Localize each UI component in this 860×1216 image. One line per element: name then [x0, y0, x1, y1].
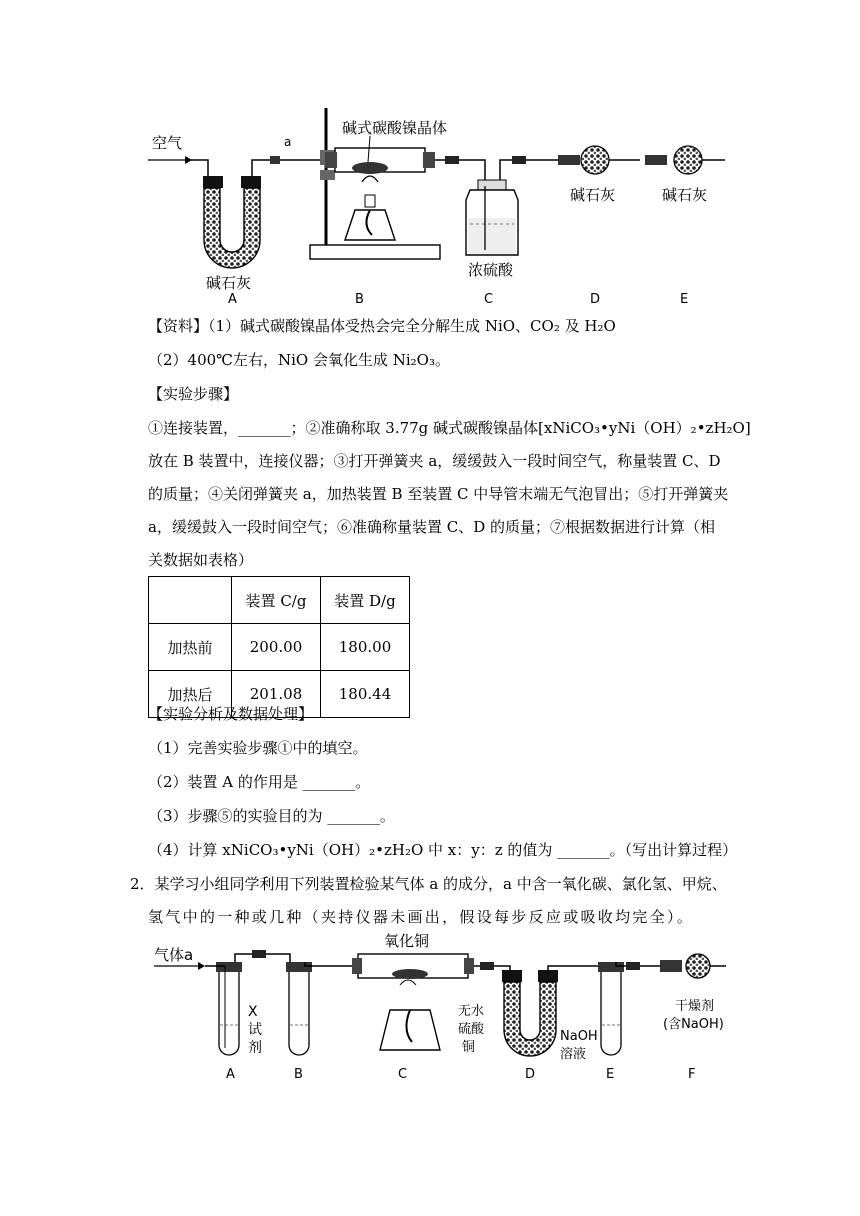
question-2: （2）装置 A 的作用是 _______。	[148, 773, 371, 791]
problem-2-line-1: 2．某学习小组同学利用下列装置检验某气体 a 的成分，a 中含一氧化碳、氯化氢、甲烷、	[130, 875, 727, 893]
svg-text:A: A	[226, 1067, 235, 1082]
svg-text:B: B	[294, 1067, 303, 1082]
svg-text:溶液: 溶液	[560, 1047, 587, 1062]
table-cell: 装置 C/g	[232, 577, 321, 624]
question-4: （4）计算 xNiCO₃•yNi（OH）₂•zH₂O 中 x：y：z 的值为 _______。（写出计算过程）	[148, 841, 738, 859]
drying-tube-e	[674, 146, 725, 174]
table-cell: 装置 D/g	[321, 577, 410, 624]
cuo-tube-c	[352, 954, 474, 1050]
u-tube-a	[203, 176, 261, 268]
table-cell: 201.08	[232, 671, 321, 718]
label-e: E	[680, 292, 689, 307]
problem-2-line-2: 氢气中的一种或几种（夹持仪器未画出，假设每步反应或吸收均完全）。	[148, 908, 695, 926]
sodalime-a-label: 碱石灰	[206, 274, 252, 292]
clip-a-label: a	[284, 135, 292, 149]
analysis-heading: 【实验分析及数据处理】	[148, 705, 314, 723]
u-tube-d	[502, 970, 558, 1056]
question-1: （1）完善实验步骤①中的填空。	[148, 739, 368, 757]
info-line-1: 【资料】（1）碱式碳酸镍晶体受热会完全分解生成 NiO、CO₂ 及 H₂O	[148, 317, 616, 335]
question-3: （3）步骤⑤的实验目的为 _______。	[148, 807, 395, 825]
test-tube-b	[286, 962, 312, 1055]
combustion-tube-b	[325, 148, 435, 174]
svg-text:X: X	[248, 1004, 258, 1020]
svg-text:F: F	[688, 1067, 696, 1082]
table-cell: 加热后	[149, 671, 232, 718]
data-table	[148, 576, 410, 718]
svg-text:NaOH: NaOH	[560, 1029, 598, 1044]
steps-line-5: 关数据如表格）	[148, 551, 254, 569]
wash-bottle-c	[466, 180, 518, 255]
svg-text:D: D	[525, 1067, 536, 1082]
svg-text:(含NaOH): (含NaOH)	[663, 1017, 724, 1032]
table-cell: 200.00	[232, 624, 321, 671]
alcohol-lamp-b	[345, 176, 395, 240]
test-tube-a	[216, 962, 242, 1055]
apparatus-figure-1	[140, 100, 740, 310]
table-cell	[149, 577, 232, 624]
steps-line-2: 放在 B 装置中，连接仪器；③打开弹簧夹 a，缓缓鼓入一段时间空气，称量装置 C、D	[148, 452, 721, 470]
label-d: D	[590, 292, 601, 307]
steps-line-3: 的质量；④关闭弹簧夹 a，加热装置 B 至装置 C 中导管末端无气泡冒出；⑤打开弹簧夹	[148, 485, 729, 503]
drying-tube-f	[660, 954, 726, 978]
sodalime-d-label: 碱石灰	[570, 186, 616, 204]
svg-text:E: E	[606, 1067, 615, 1082]
air-label: 空气	[152, 134, 183, 152]
test-tube-e	[598, 962, 624, 1055]
table-cell: 180.44	[321, 671, 410, 718]
sodalime-e-label: 碱石灰	[662, 186, 708, 204]
crystal-label: 碱式碳酸镍晶体	[342, 119, 448, 137]
table-cell: 加热前	[149, 624, 232, 671]
table-header-row	[149, 577, 410, 624]
svg-text:无水: 无水	[458, 1004, 485, 1019]
table-cell: 180.00	[321, 624, 410, 671]
label-a: A	[228, 292, 237, 307]
steps-line-4: a，缓缓鼓入一段时间空气；⑥准确称量装置 C、D 的质量；⑦根据数据进行计算（相	[148, 518, 715, 536]
drying-tube-d	[558, 146, 667, 174]
gas-a-label: 气体a	[154, 946, 194, 964]
info-line-2: （2）400℃左右，NiO 会氧化生成 Ni₂O₃。	[148, 351, 450, 369]
svg-text:硫酸: 硫酸	[458, 1022, 485, 1037]
svg-text:试: 试	[248, 1022, 262, 1038]
svg-text:C: C	[398, 1067, 408, 1082]
acid-label: 浓硫酸	[468, 261, 514, 279]
svg-text:剂: 剂	[248, 1040, 262, 1056]
clip-a	[270, 156, 280, 164]
cuo-label: 氧化铜	[384, 932, 430, 950]
label-b: B	[355, 292, 364, 307]
svg-text:干燥剂: 干燥剂	[675, 999, 715, 1014]
steps-heading: 【实验步骤】	[148, 385, 239, 403]
steps-line-1: ①连接装置，_______；②准确称取 3.77g 碱式碳酸镍晶体[xNiCO₃•yNi（OH）₂•zH₂O]	[148, 419, 751, 437]
apparatus-figure-2	[140, 930, 740, 1090]
table-row	[149, 624, 410, 671]
svg-text:铜: 铜	[462, 1040, 476, 1055]
label-c: C	[484, 292, 494, 307]
